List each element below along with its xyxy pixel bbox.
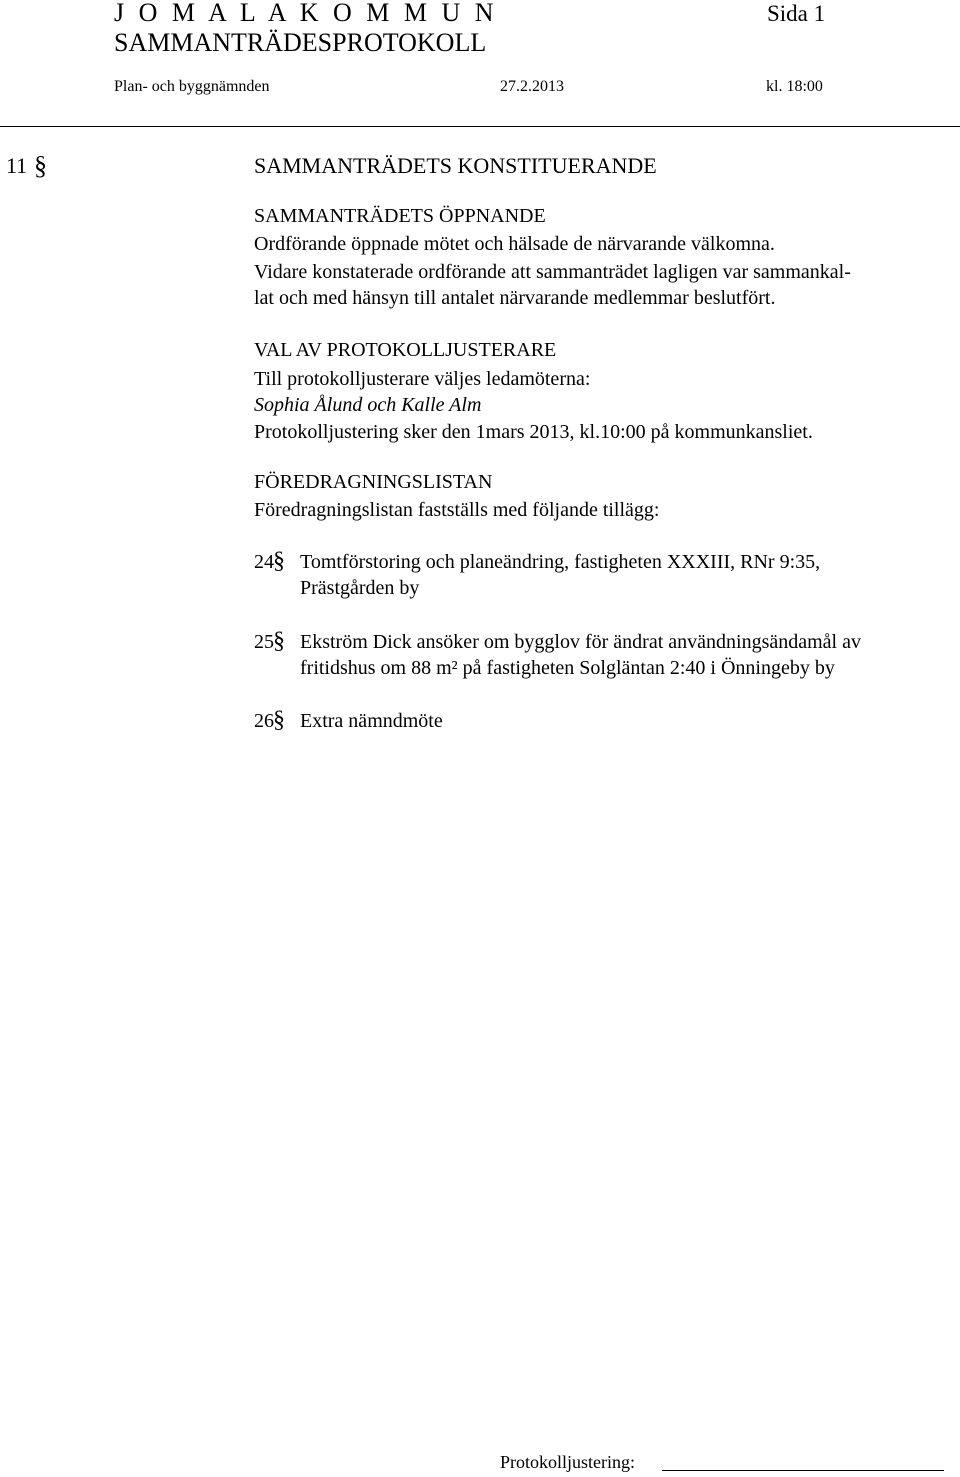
agenda-item-number: 25 bbox=[254, 631, 274, 653]
agenda-item-text: Ekström Dick ansöker om bygglov för ändrat användningsändamål av bbox=[300, 631, 861, 653]
page-number: Sida 1 bbox=[767, 1, 826, 26]
municipality-name: J O M A L A K O M M U N bbox=[114, 0, 498, 27]
signature-line bbox=[662, 1470, 944, 1471]
val-names: Sophia Ålund och Kalle Alm bbox=[254, 394, 482, 416]
oppnande-heading: SAMMANTRÄDETS ÖPPNANDE bbox=[254, 205, 546, 227]
agenda-item-text: Prästgården by bbox=[300, 577, 420, 599]
meeting-time: kl. 18:00 bbox=[766, 78, 823, 95]
section-sign: § bbox=[34, 151, 47, 180]
lista-intro: Föredragningslistan fastställs med följande tillägg: bbox=[254, 499, 660, 521]
board-name: Plan- och byggnämnden bbox=[114, 78, 270, 95]
agenda-item-sign: § bbox=[273, 628, 285, 654]
document-title: SAMMANTRÄDESPROTOKOLL bbox=[114, 28, 487, 57]
agenda-item-number: 26 bbox=[254, 710, 274, 732]
agenda-item-text: fritidshus om 88 m² på fastigheten Solgläntan 2:40 i Önningeby by bbox=[300, 657, 835, 679]
agenda-item-sign: § bbox=[273, 707, 285, 733]
agenda-item-sign: § bbox=[273, 548, 285, 574]
val-schedule: Protokolljustering sker den 1mars 2013, kl.10:00 på kommunkansliet. bbox=[254, 421, 813, 443]
protocol-check-label: Protokolljustering: bbox=[500, 1452, 635, 1472]
agenda-item-text: Tomtförstoring och planeändring, fastigheten XXXIII, RNr 9:35, bbox=[300, 551, 821, 573]
val-heading: VAL AV PROTOKOLLJUSTERARE bbox=[254, 339, 557, 361]
agenda-item-number: 24 bbox=[254, 551, 274, 573]
agenda-item-text: Extra nämndmöte bbox=[300, 710, 443, 732]
meeting-date: 27.2.2013 bbox=[500, 78, 564, 95]
oppnande-line: Ordförande öppnade mötet och hälsade de närvarande välkomna. bbox=[254, 233, 775, 255]
header-divider bbox=[0, 126, 960, 127]
oppnande-line: lat och med hänsyn till antalet närvarande medlemmar beslutfört. bbox=[254, 287, 776, 309]
section-title: SAMMANTRÄDETS KONSTITUERANDE bbox=[254, 153, 657, 178]
oppnande-line: Vidare konstaterade ordförande att sammanträdet lagligen var sammankal- bbox=[254, 261, 851, 283]
section-number: 11 bbox=[6, 153, 28, 178]
lista-heading: FÖREDRAGNINGSLISTAN bbox=[254, 471, 493, 493]
val-intro: Till protokolljusterare väljes ledamöterna: bbox=[254, 368, 591, 390]
